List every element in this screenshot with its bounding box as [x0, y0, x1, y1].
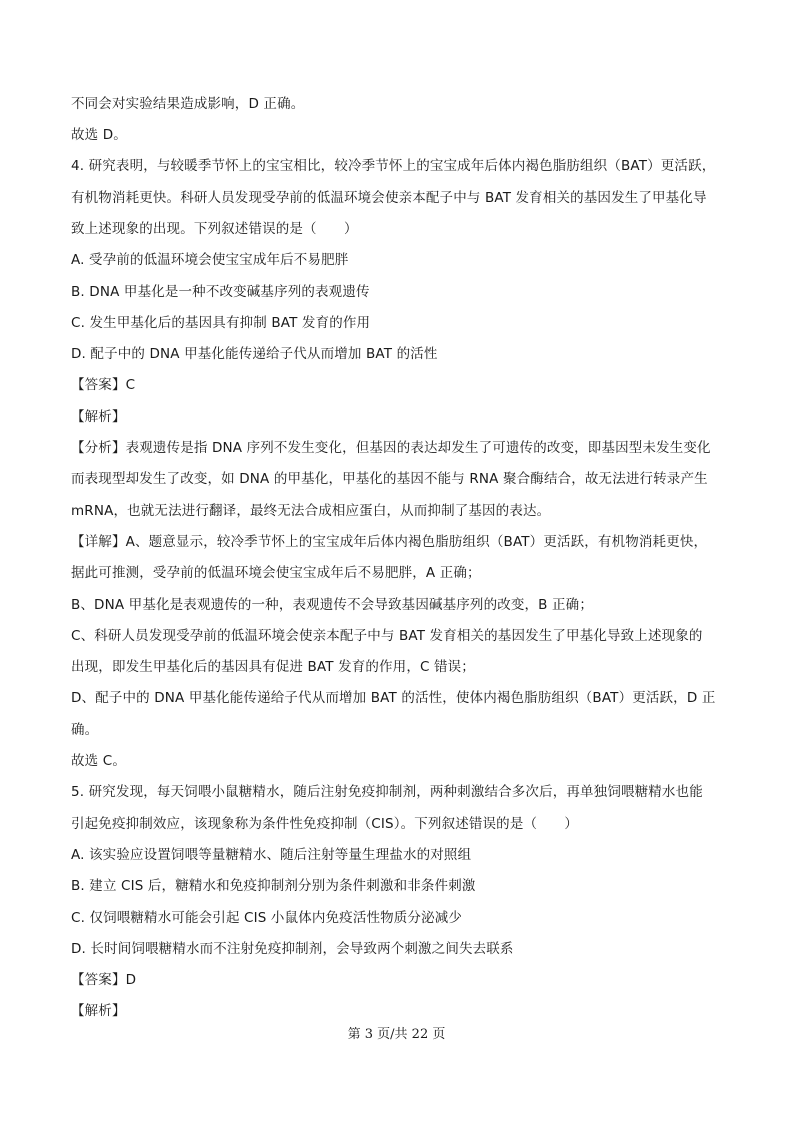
detail-text: B、DNA 甲基化是表观遗传的一种，表观遗传不会导致基因碱基序列的改变，B 正确；	[71, 597, 593, 613]
question-4-option-d: D. 配子中的 DNA 甲基化能传递给子代从而增加 BAT 的活性	[71, 346, 438, 362]
detail-text: 【详解】A、题意显示，较冷季节怀上的宝宝成年后体内褐色脂肪组织（BAT）更活跃，有机物消耗更快，	[71, 534, 708, 550]
question-5-stem: 5. 研究发现，每天饲喂小鼠糖精水，随后注射免疫抑制剂，两种刺激结合多次后，再单独饲喂糖精水也能	[71, 784, 703, 800]
analysis-text: 【分析】表观遗传是指 DNA 序列不发生变化，但基因的表达却发生了可遗传的改变，即基因型未发生变化	[71, 440, 711, 456]
detail-text: 确。	[71, 722, 99, 738]
detail-text: 出现，即发生甲基化后的基因具有促进 BAT 发育的作用，C 错误；	[71, 659, 475, 675]
question-4-stem: 4. 研究表明，与较暖季节怀上的宝宝相比，较冷季节怀上的宝宝成年后体内褐色脂肪组织（BAT）更活跃，	[71, 158, 716, 174]
detail-text: C、科研人员发现受孕前的低温环境会使亲本配子中与 BAT 发育相关的基因发生了甲基化导致上述现象的	[71, 628, 703, 644]
analysis-label: 【解析】	[71, 409, 126, 425]
analysis-label: 【解析】	[71, 1003, 126, 1019]
answer-label: 【答案】C	[71, 377, 136, 393]
question-5-option-b: B. 建立 CIS 后，糖精水和免疫抑制剂分别为条件刺激和非条件刺激	[71, 878, 476, 894]
answer-label: 【答案】D	[71, 972, 137, 988]
text-line: 故选 D。	[71, 127, 127, 143]
question-4-option-a: A. 受孕前的低温环境会使宝宝成年后不易肥胖	[71, 252, 349, 268]
question-5-stem: 引起免疫抑制效应，该现象称为条件性免疫抑制（CIS）。下列叙述错误的是（ ）	[71, 816, 579, 832]
analysis-text: 而表现型却发生了改变，如 DNA 的甲基化，甲基化的基因不能与 RNA 聚合酶结合，故无法进行转录产生	[71, 471, 708, 487]
question-5-option-c: C. 仅饲喂糖精水可能会引起 CIS 小鼠体内免疫活性物质分泌减少	[71, 910, 463, 926]
question-4-stem: 有机物消耗更快。科研人员发现受孕前的低温环境会使亲本配子中与 BAT 发育相关的基因发生了甲基化导	[71, 190, 707, 206]
page-number-footer: 第 3 页/共 22 页	[347, 1027, 446, 1042]
detail-text: 据此可推测，受孕前的低温环境会使宝宝成年后不易肥胖，A 正确；	[71, 565, 481, 581]
question-5-option-d: D. 长时间饲喂糖精水而不注射免疫抑制剂，会导致两个刺激之间失去联系	[71, 941, 514, 957]
analysis-text: mRNA，也就无法进行翻译，最终无法合成相应蛋白，从而抑制了基因的表达。	[71, 503, 551, 519]
detail-text: D、配子中的 DNA 甲基化能传递给子代从而增加 BAT 的活性，使体内褐色脂肪组织（BAT）更活跃，D 正	[71, 690, 716, 706]
question-4-stem: 致上述现象的出现。下列叙述错误的是（ ）	[71, 221, 358, 237]
question-4-option-b: B. DNA 甲基化是一种不改变碱基序列的表观遗传	[71, 284, 370, 300]
question-5-option-a: A. 该实验应设置饲喂等量糖精水、随后注射等量生理盐水的对照组	[71, 847, 472, 863]
text-line: 故选 C。	[71, 753, 126, 769]
text-line: 不同会对实验结果造成影响，D 正确。	[71, 96, 305, 112]
question-4-option-c: C. 发生甲基化后的基因具有抑制 BAT 发育的作用	[71, 315, 371, 331]
